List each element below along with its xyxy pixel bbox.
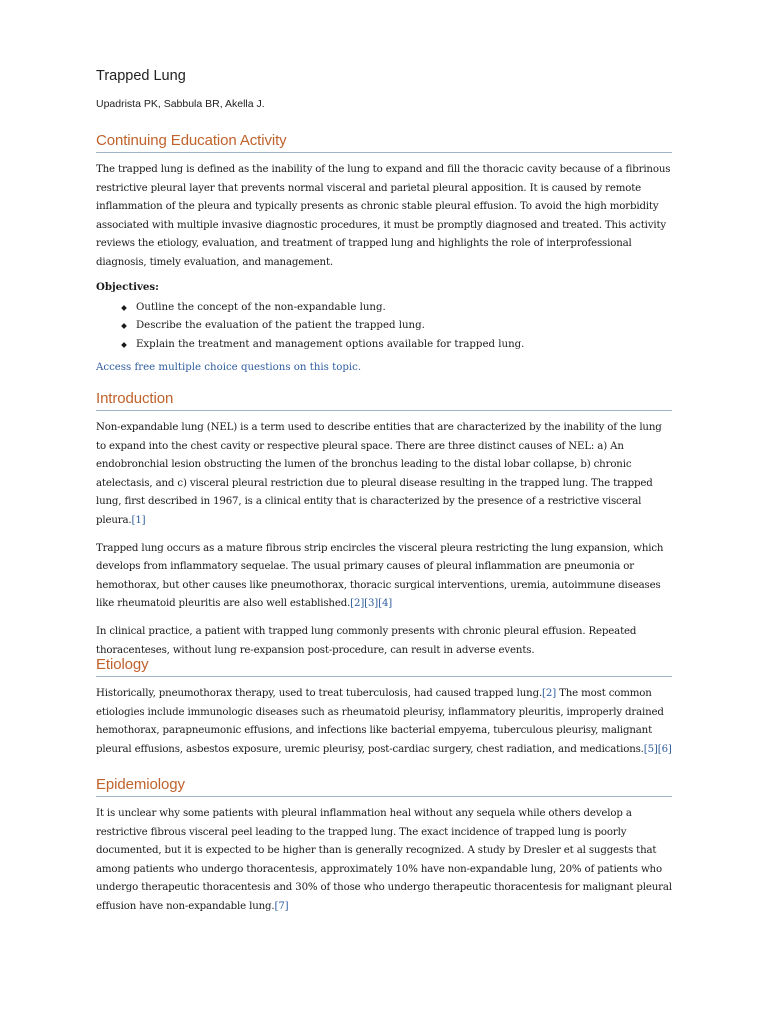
citation-link[interactable]: [5][6]	[643, 743, 672, 755]
citation-link[interactable]: [1]	[131, 514, 146, 526]
section-heading: Continuing Education Activity	[96, 132, 672, 153]
objective-item	[122, 299, 672, 318]
epidemiology-paragraph	[96, 805, 672, 917]
bullet-icon	[121, 342, 127, 348]
page-title: Trapped Lung	[96, 68, 186, 84]
intro-paragraph-2	[96, 540, 672, 614]
section-epidemiology	[96, 776, 672, 917]
bullet-icon	[121, 323, 127, 329]
paragraph-text: The most common etiologies include immunologic diseases such as rheumatoid pleurisy, inflammatory pleuritis, improperly drained hemothorax, parapneumonic effusions, and infections like bacterial empyema, tuberculous pleurisy, malignant pleural effusions, asbestos exposure, uremic pleurisy, post-cardiac surgery, chest radiation, and medications.	[96, 688, 664, 755]
section-heading: Introduction	[96, 390, 672, 411]
cea-paragraph: The trapped lung is defined as the inability of the lung to expand and fill the thoracic cavity because of a fibrinous restrictive pleural layer that prevents normal visceral and parietal pleural apposition. It is caused by remote inflammation of the pleura and typically presents as chronic stable pleural effusion. To avoid the high morbidity associated with multiple invasive diagnostic procedures, it must be promptly diagnosed and treated. This activity reviews the etiology, evaluation, and treatment of trapped lung and highlights the role of interprofessional diagnosis, timely evaluation, and management.	[96, 164, 671, 268]
section-continuing-education	[96, 132, 672, 373]
access-questions-link[interactable]: Access free multiple choice questions on this topic.	[96, 362, 362, 374]
objectives-list	[96, 299, 672, 355]
citation-link[interactable]: [7]	[274, 900, 289, 912]
citation-link[interactable]: [2][3][4]	[350, 598, 393, 610]
section-heading: Etiology	[96, 656, 672, 677]
bullet-icon	[121, 305, 127, 311]
etiology-paragraph	[96, 685, 672, 759]
authors-line: Upadrista PK, Sabbula BR, Akella J.	[96, 98, 265, 110]
citation-link[interactable]: [2]	[542, 688, 557, 699]
objective-item	[122, 317, 672, 336]
objective-text: Explain the treatment and management options available for trapped lung.	[136, 338, 525, 350]
section-heading: Epidemiology	[96, 776, 672, 797]
paragraph-text: Historically, pneumothorax therapy, used to treat tuberculosis, had caused trapped lung.	[96, 688, 543, 699]
paragraph-text: It is unclear why some patients with pleural inflammation heal without any sequela while others develop a restrictive fibrous visceral peel leading to the trapped lung. The exact incidence of trapped lung is poorly documented, but it is expected to be higher than is generally recognized. A study by Dresler et al suggests that among patients who undergo thoracentesis, approximately 10% have non-expandable lung, 20% of patients who undergo therapeutic thoracentesis and 30% of those who undergo therapeutic thoracentesis for malignant pleural effusion have non-expandable lung.	[96, 808, 672, 912]
objective-text: Outline the concept of the non-expandable lung.	[136, 301, 386, 313]
objectives-label: Objectives:	[96, 280, 159, 293]
intro-paragraph-3: In clinical practice, a patient with trapped lung commonly presents with chronic pleural effusion. Repeated thoracenteses, without lung re-expansion post-procedure, can result in adverse events.	[96, 625, 637, 656]
objective-text: Describe the evaluation of the patient the trapped lung.	[136, 320, 425, 332]
section-etiology	[96, 656, 672, 759]
objective-item	[122, 336, 672, 355]
paragraph-text: Non-expandable lung (NEL) is a term used to describe entities that are characterized by the inability of the lung to expand into the chest cavity or respective pleural space. There are three distinct causes of NEL: a) An endobronchial lesion obstructing the lumen of the bronchus leading to the distal lobar collapse, b) chronic atelectasis, and c) visceral pleural restriction due to pleural disease resulting in the trapped lung. The trapped lung, first described in 1967, is a clinical entity that is characterized by the presence of a restrictive visceral pleura.	[96, 422, 662, 526]
section-introduction	[96, 390, 672, 660]
paragraph-text: Trapped lung occurs as a mature fibrous strip encircles the visceral pleura restricting the lung expansion, which develops from inflammatory sequelae. The usual primary causes of pleural inflammation are pneumonia or hemothorax, but other causes like pneumothorax, thoracic surgical interventions, uremia, autoimmune diseases like rheumatoid pleuritis are also well established.	[96, 542, 664, 610]
intro-paragraph-1	[96, 419, 672, 531]
